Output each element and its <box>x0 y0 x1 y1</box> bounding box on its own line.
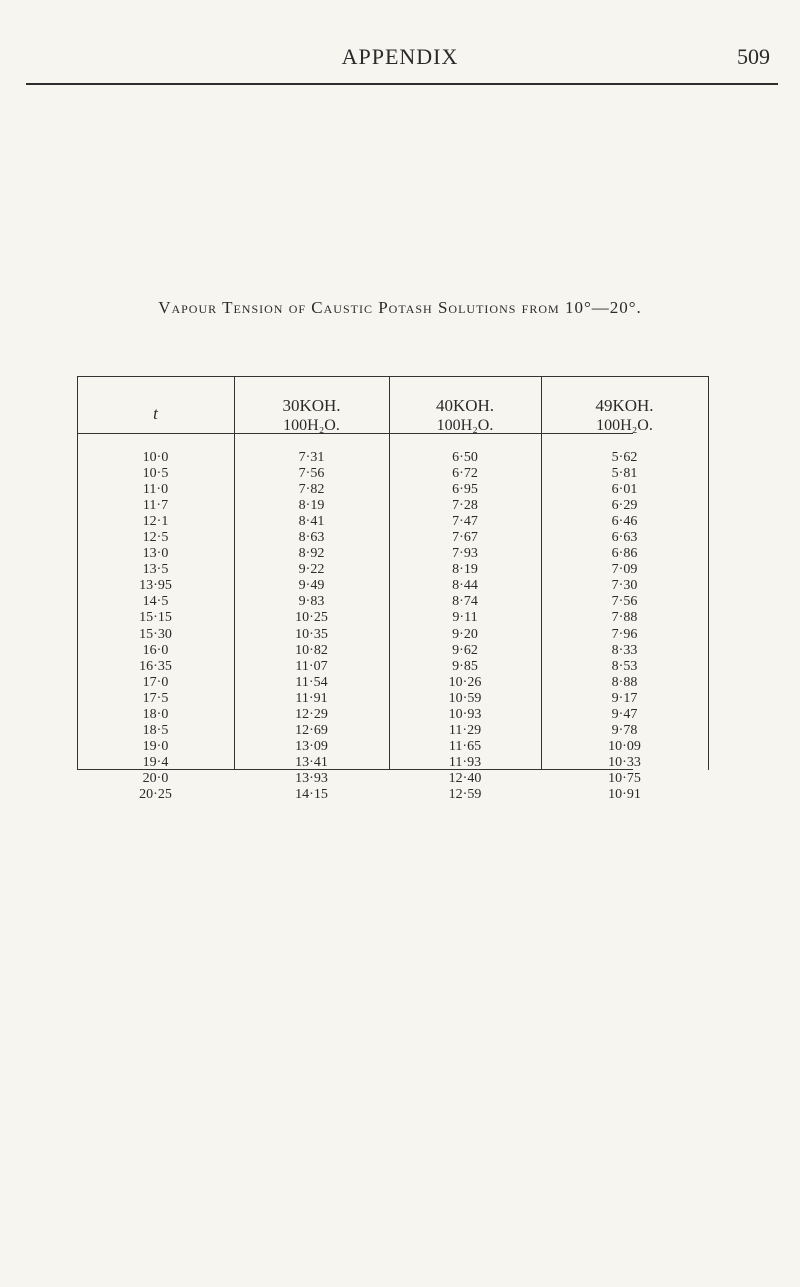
column-header-t: t <box>153 404 158 423</box>
table-cell: 12·29 <box>295 706 328 722</box>
table-cell: 9·83 <box>298 594 325 610</box>
table-cell: 8·33 <box>611 642 638 658</box>
table-cell: 16·35 <box>139 658 172 674</box>
table-cell: 18·5 <box>142 722 169 738</box>
table-cell: 12·59 <box>448 786 482 802</box>
table-cell: 6·86 <box>611 546 638 562</box>
table-cell: 7·82 <box>298 482 325 498</box>
table-row <box>77 498 709 514</box>
page-number: 509 <box>737 44 770 69</box>
table-row <box>77 482 709 498</box>
column-header-49koh: 49KOH. 100H₂O. <box>595 396 654 434</box>
table-cell: 6·50 <box>452 450 478 465</box>
table-cell: 9·17 <box>611 690 638 706</box>
table-row <box>77 514 709 530</box>
table-row <box>77 771 709 787</box>
table-cell: 10·26 <box>448 674 482 690</box>
table-row <box>77 739 709 755</box>
header-rule <box>26 83 778 85</box>
table-cell: 8·63 <box>298 530 325 546</box>
table-body <box>77 450 709 803</box>
table-row <box>77 562 709 578</box>
table-cell: 15·15 <box>139 610 172 626</box>
table-cell: 8·88 <box>611 674 638 690</box>
table-cell: 12·69 <box>295 722 328 738</box>
table-row <box>77 723 709 739</box>
table-cell: 13·0 <box>142 546 169 562</box>
table-cell: 7·28 <box>452 498 478 514</box>
table-row <box>77 530 709 546</box>
table-cell: 9·49 <box>298 578 325 594</box>
table-cell: 13·09 <box>295 738 328 754</box>
table-cell: 17·0 <box>142 674 169 690</box>
page-header <box>0 44 800 84</box>
table-cell: 7·67 <box>452 530 478 546</box>
table-cell: 11·29 <box>448 722 482 738</box>
table-cell: 9·62 <box>452 642 478 658</box>
table-row <box>77 707 709 723</box>
table-cell: 8·19 <box>298 498 325 514</box>
table-cell: 9·47 <box>611 706 638 722</box>
table-row <box>77 691 709 707</box>
table-cell: 10·82 <box>295 642 328 658</box>
table-cell: 17·5 <box>142 690 169 706</box>
table-cell: 7·88 <box>611 610 638 626</box>
table-cell: 6·01 <box>611 482 638 498</box>
table-cell: 6·29 <box>611 498 638 514</box>
table-cell: 7·56 <box>611 594 638 610</box>
table-cell: 10·75 <box>608 770 641 786</box>
table-caption: Vapour Tension of Caustic Potash Solutions from 10°—20°. <box>158 298 642 317</box>
table-row <box>77 546 709 562</box>
running-title: APPENDIX <box>341 44 459 69</box>
table-cell: 7·93 <box>452 546 478 562</box>
table-row <box>77 659 709 675</box>
table-cell: 7·09 <box>611 562 638 578</box>
table-cell: 16·0 <box>142 642 169 658</box>
table-cell: 9·20 <box>452 626 478 642</box>
table-cell: 6·72 <box>452 466 478 482</box>
table-cell: 10·91 <box>608 786 641 802</box>
table-cell: 8·44 <box>452 578 478 594</box>
table-row <box>77 627 709 643</box>
table-cell: 13·93 <box>295 770 328 786</box>
table-row <box>77 643 709 659</box>
table-row <box>77 594 709 610</box>
table-cell: 7·56 <box>298 466 325 482</box>
table-cell: 10·25 <box>295 610 328 626</box>
table-cell: 14·15 <box>295 786 328 802</box>
table-cell: 11·54 <box>295 674 328 690</box>
table-row <box>77 610 709 626</box>
table-cell: 10·59 <box>448 690 482 706</box>
table-cell: 10·09 <box>608 738 641 754</box>
table-cell: 12·1 <box>142 514 169 530</box>
table-cell: 18·0 <box>142 706 169 722</box>
table-cell: 11·0 <box>142 482 169 498</box>
table-cell: 8·19 <box>452 562 478 578</box>
table-cell: 13·95 <box>139 578 172 594</box>
table-cell: 6·63 <box>611 530 638 546</box>
table-row <box>77 787 709 803</box>
table-cell: 6·95 <box>452 482 478 498</box>
table-cell: 8·74 <box>452 594 478 610</box>
table-cell: 10·35 <box>295 626 328 642</box>
table-cell: 5·81 <box>611 466 638 482</box>
table-cell: 8·41 <box>298 514 325 530</box>
table-cell: 10·33 <box>608 754 641 770</box>
table-cell: 15·30 <box>139 626 172 642</box>
column-header-30koh: 30KOH. 100H₂O. <box>282 396 341 434</box>
table-row <box>77 450 709 466</box>
table-cell: 11·91 <box>295 690 328 706</box>
table-row <box>77 466 709 482</box>
table-cell: 5·62 <box>611 450 638 465</box>
table-row <box>77 755 709 771</box>
table-cell: 7·47 <box>452 514 478 530</box>
table-cell: 9·11 <box>452 610 478 626</box>
table-cell: 20·0 <box>142 770 169 786</box>
table-cell: 9·78 <box>611 722 638 738</box>
table-cell: 11·65 <box>448 738 482 754</box>
table-cell: 10·93 <box>448 706 482 722</box>
table-cell: 8·53 <box>611 658 638 674</box>
table-cell: 6·46 <box>611 514 638 530</box>
table-cell: 7·30 <box>611 578 638 594</box>
table-cell: 11·07 <box>295 658 328 674</box>
table-cell: 19·0 <box>142 738 169 754</box>
table-cell: 20·25 <box>139 786 172 802</box>
table-cell: 13·5 <box>142 562 169 578</box>
table-cell: 7·96 <box>611 626 638 642</box>
table-top-rule <box>77 376 709 377</box>
table-row <box>77 675 709 691</box>
table-cell: 13·41 <box>295 754 328 770</box>
table-row <box>77 578 709 594</box>
table-cell: 19·4 <box>142 754 169 770</box>
vapour-tension-table <box>77 376 709 802</box>
table-cell: 7·31 <box>298 450 325 465</box>
table-cell: 8·92 <box>298 546 325 562</box>
table-cell: 10·5 <box>142 466 169 482</box>
table-cell: 12·40 <box>448 770 482 786</box>
table-cell: 9·85 <box>452 658 478 674</box>
column-header-40koh: 40KOH. 100H₂O. <box>435 396 495 434</box>
table-cell: 11·7 <box>142 498 169 514</box>
table-cell: 9·22 <box>298 562 325 578</box>
table-cell: 14·5 <box>142 594 169 610</box>
table-cell: 12·5 <box>142 530 169 546</box>
table-cell: 10·0 <box>142 450 169 465</box>
table-cell: 11·93 <box>448 754 482 770</box>
